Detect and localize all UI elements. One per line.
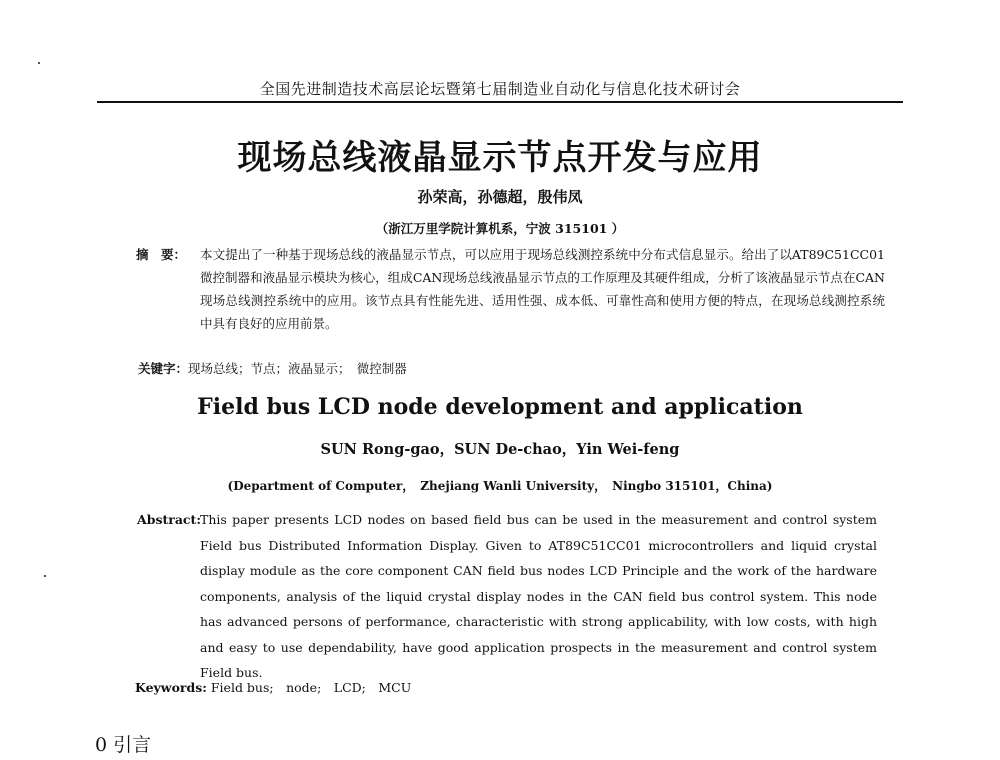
scan-speck [44,575,46,577]
abstract-label-chinese: 摘 要： [136,247,187,262]
affiliation-chinese: （浙江万里学院计算机系，宁波 315101 ） [375,221,625,236]
section-heading-introduction: 0 引言 [95,734,152,756]
keywords-label-chinese: 关键字： [138,361,189,376]
abstract-label-english: Abstract: [137,512,201,527]
abstract-english [137,507,877,686]
abstract-text-english: This paper presents LCD nodes on based field bus can be used in the measurement and control system Field bus Distributed Information Display. Given to AT89C51CC01 microcontrollers and liquid crystal display module as the core component CAN field bus nodes LCD Principle and the work of the hardware components, analysis of the liquid crystal display nodes in the CAN field bus control system. This node has advanced persons of performance, characteristic with strong applicability, with low costs, with high and easy to use dependability, have good application prospects in the measurement and control system Field bus. [200,512,877,680]
keywords-english [135,678,411,696]
title-english: Field bus LCD node development and application [197,394,803,420]
abstract-text-chinese: 本文提出了一种基于现场总线的液晶显示节点，可以应用于现场总线测控系统中分布式信息显示。给出了以AT89C51CC01微控制器和液晶显示模块为核心，组成CAN现场总线液晶显示节点的工作原理及其硬件组成，分析了该液晶显示节点在CAN现场总线测控系统中的应用。该节点具有性能先进、适用性强、成本低、可靠性高和使用方便的特点，在现场总线测控系统中具有良好的应用前景。 [200,247,885,331]
keywords-chinese [138,359,407,377]
keywords-text-english: Field bus; node; LCD; MCU [210,680,412,695]
title-chinese: 现场总线液晶显示节点开发与应用 [237,138,763,178]
scan-speck [38,62,40,64]
keywords-label-english: Keywords: [135,680,207,695]
authors-chinese: 孙荣高，孙德超，殷伟凤 [417,188,583,206]
keywords-text-chinese: 现场总线；节点；液晶显示； 微控制器 [188,361,407,376]
header-rule [97,101,903,103]
running-header: 全国先进制造技术高层论坛暨第七届制造业自动化与信息化技术研讨会 [259,80,741,98]
authors-english: SUN Rong-gao，SUN De-chao，Yin Wei-feng [320,441,680,458]
abstract-chinese [136,243,885,335]
affiliation-english: (Department of Computer， Zhejiang Wanli University， Ningbo 315101，China) [227,479,773,493]
